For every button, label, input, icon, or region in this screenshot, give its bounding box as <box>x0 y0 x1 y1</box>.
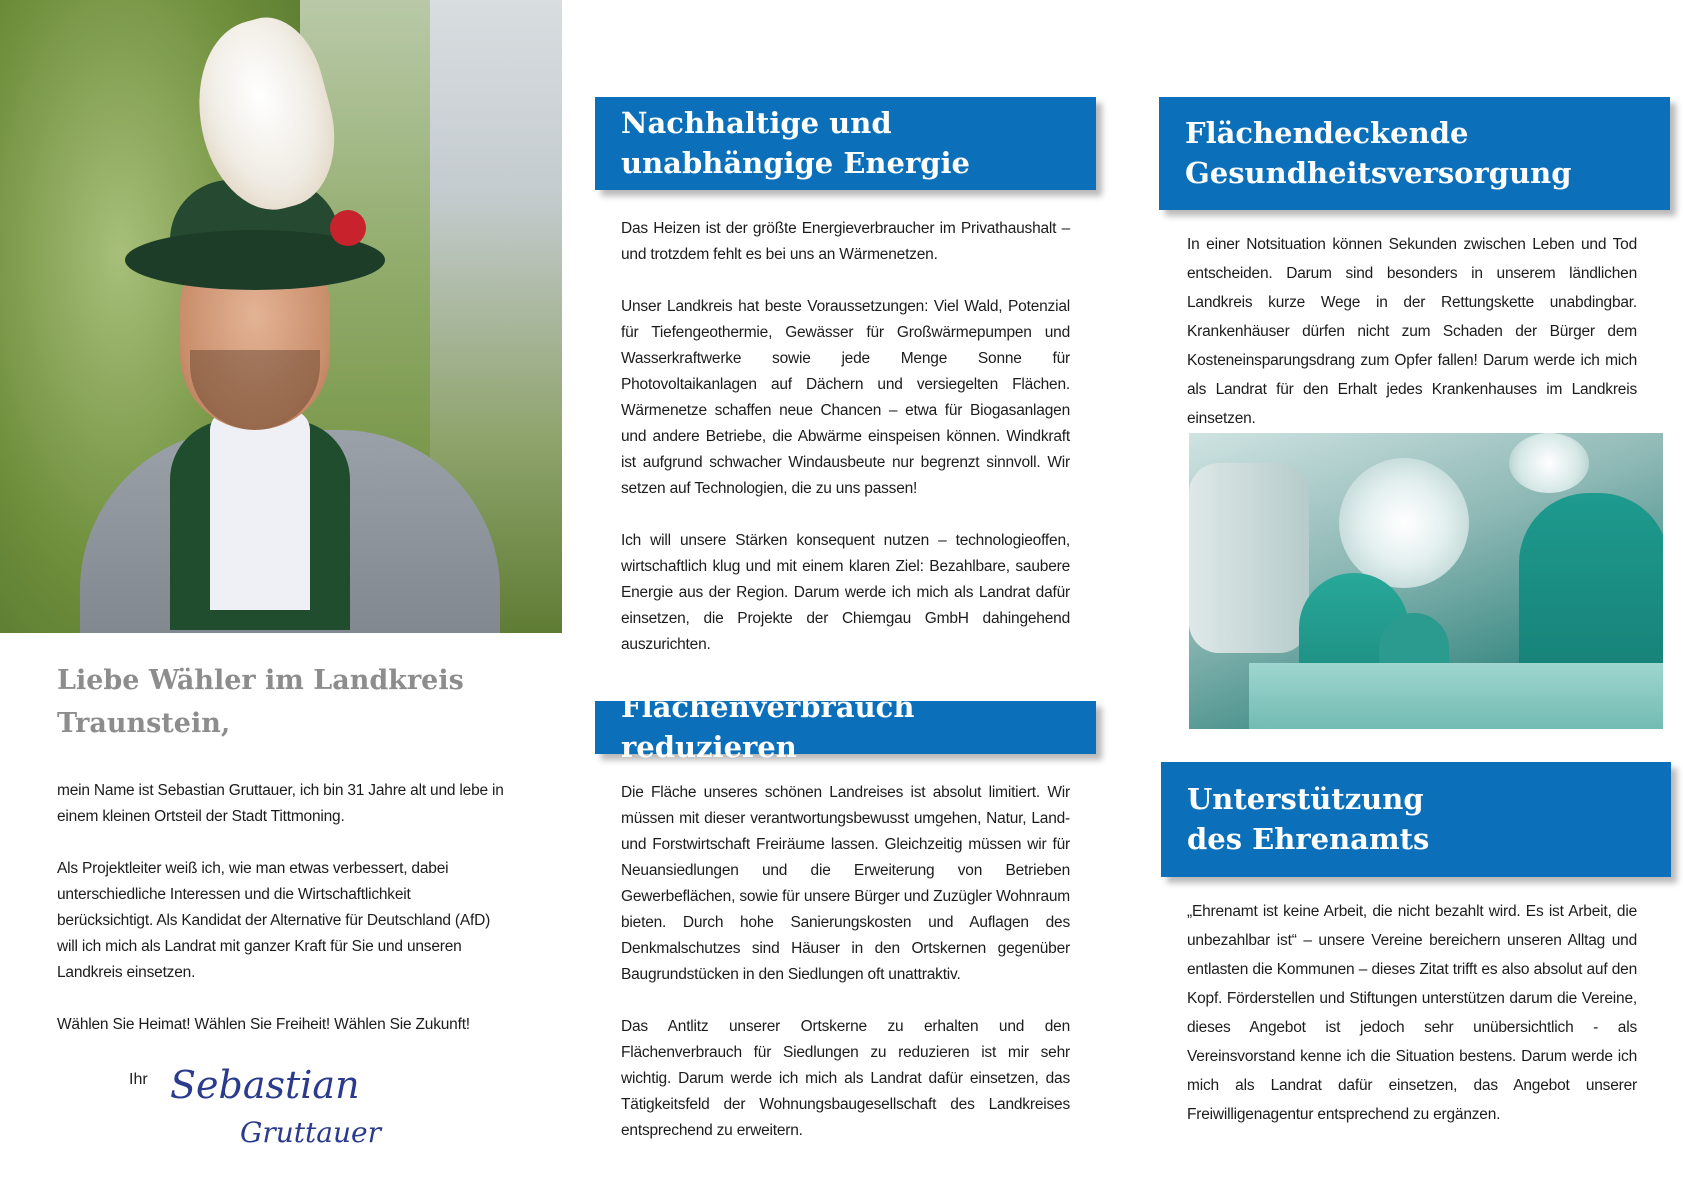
photo-hat-flower <box>330 210 366 246</box>
energy-paragraph-3: Ich will unsere Stärken konsequent nutzen – technologieoffen, wirtschaftlich klug und mit einem klaren Ziel: Bezahlbare, saubere Energie aus der Region. Darum werde ich mich als Landrat dafür einsetzen, die Projekte der Chiemgau GmbH dahingehend auszurichten. <box>621 532 1070 653</box>
heading-land-use-banner <box>595 690 1096 764</box>
heading-healthcare-banner <box>1159 97 1670 210</box>
surgery-photo <box>1189 433 1663 729</box>
energy-paragraph-1: Das Heizen ist der größte Energieverbraucher im Privathaushalt – und trotzdem fehlt es bei uns an Wärmenetzen. <box>621 220 1070 263</box>
land-use-paragraph-1: Die Fläche unseres schönen Landreises ist absolut limitiert. Wir müssen mit dieser verantwortungsbewusst umgehen, Natur, Land- und Forstwirtschaft Freiräume lassen. Gleichzeitig müssen wir für Neuansiedlungen und die Erweiterung von Betrieben Gewerbeflächen, sowie für unsere Bürger und Zuzügler Wohnraum bieten. Durch hohe Sanierungskosten und Auflagen des Denkmalschutzes sind Häuser in den Ortskernen gegenüber Baugrundstücken in den Siedlungen oft unattraktiv. <box>621 784 1070 983</box>
energy-paragraph-2: Unser Landkreis hat beste Voraussetzungen: Viel Wald, Potenzial für Tiefengeothermie, Gewässer für Großwärmepumpen und Wasserkraftwerke sowie jede Menge Sonne für Photovoltaikanlagen auf Dächern und versiegelten Flächen. Wärmenetze schaffen neue Chancen – etwa für Biogasanlagen und andere Betriebe, die Abwärme einspeisen können. Windkraft ist aufgrund schwacher Windausbeute nur begrenzt sinnvoll. Wir setzen auf Technologien, die zu uns passen! <box>621 298 1070 497</box>
photo-shirt <box>210 410 310 610</box>
signature-last-name: Gruttauer <box>240 1116 381 1149</box>
photo-surgical-lamp-small <box>1509 433 1589 493</box>
healthcare-paragraph-1: In einer Notsituation können Sekunden zwischen Leben und Tod entscheiden. Darum sind besonders in unserem ländlichen Landkreis kurze Wege in der Rettungskette unabdingbar. Krankenhäuser dürfen nicht zum Schaden der Bürger dem Kosteneinsparungsdrang zum Opfer fallen! Darum werde ich mich als Landrat für den Erhalt jedes Krankenhauses im Landkreis einsetzen. <box>1187 236 1637 427</box>
handwritten-signature <box>168 1060 408 1150</box>
healthcare-section-text <box>1187 230 1637 433</box>
signature-first-name: Sebastian <box>170 1063 360 1107</box>
volunteering-paragraph-1: „Ehrenamt ist keine Arbeit, die nicht bezahlt wird. Es ist Arbeit, die unbezahlbar ist“ – unsere Vereine bereichern unseren Alltag und entlasten die Kommunen – dieses Zitat trifft es also absolut auf den Kopf. Förderstellen und Stiftungen unterstützen darum die Vereine, dieses Angebot ist jedoch sehr unübersichtlich - als Vereinsvorstand kenne ich die Situation bestens. Darum werde ich mich als Landrat dafür einsetzen, das Angebot unserer Freiwilligenagentur entsprechend zu ergänzen. <box>1187 903 1637 1123</box>
signature-graphic <box>168 1060 408 1150</box>
intro-paragraph-1: mein Name ist Sebastian Gruttauer, ich bin 31 Jahre alt und lebe in einem kleinen Ortsteil der Stadt Tittmoning. <box>57 782 504 825</box>
intro-paragraph-2: Als Projektleiter weiß ich, wie man etwas verbessert, dabei unterschiedliche Interessen und die Wirtschaftlichkeit berücksichtigt. Als Kandidat der Alternative für Deutschland (AfD) will ich mich als Landrat mit ganzer Kraft für Sie und unseren Landkreis einsetzen. <box>57 860 491 981</box>
heading-energy-banner <box>595 97 1096 190</box>
intro-paragraph-3: Wählen Sie Heimat! Wählen Sie Freiheit! Wählen Sie Zukunft! <box>57 1016 470 1033</box>
photo-surgical-drape <box>1249 663 1663 729</box>
energy-section-text <box>621 216 1070 658</box>
greeting-heading: Liebe Wähler im Landkreis Traunstein, <box>57 665 464 739</box>
heading-healthcare: Flächendeckende Gesundheitsversorgung <box>1185 116 1572 190</box>
photo-surgical-lamp <box>1339 458 1469 588</box>
closing-word: Ihr <box>129 1071 148 1088</box>
land-use-section-text <box>621 780 1070 1144</box>
volunteering-section-text <box>1187 897 1637 1129</box>
candidate-portrait-photo <box>0 0 562 633</box>
heading-energy: Nachhaltige und unabhängige Energie <box>621 106 970 180</box>
land-use-paragraph-2: Das Antlitz unserer Ortskerne zu erhalten und den Flächenverbrauch für Siedlungen zu reduzieren ist mir sehr wichtig. Darum werde ich mich als Landrat dafür einsetzen, das Tätigkeitsfeld der Wohnungsbaugesellschaft des Landkreises entsprechend zu erweitern. <box>621 1018 1070 1139</box>
heading-land-use: Flächenverbrauch reduzieren <box>621 690 915 764</box>
photo-lamp-arm <box>1189 463 1309 653</box>
heading-volunteering-banner <box>1161 762 1671 877</box>
heading-volunteering: Unterstützung des Ehrenamts <box>1187 782 1430 856</box>
intro-text <box>57 778 507 1038</box>
